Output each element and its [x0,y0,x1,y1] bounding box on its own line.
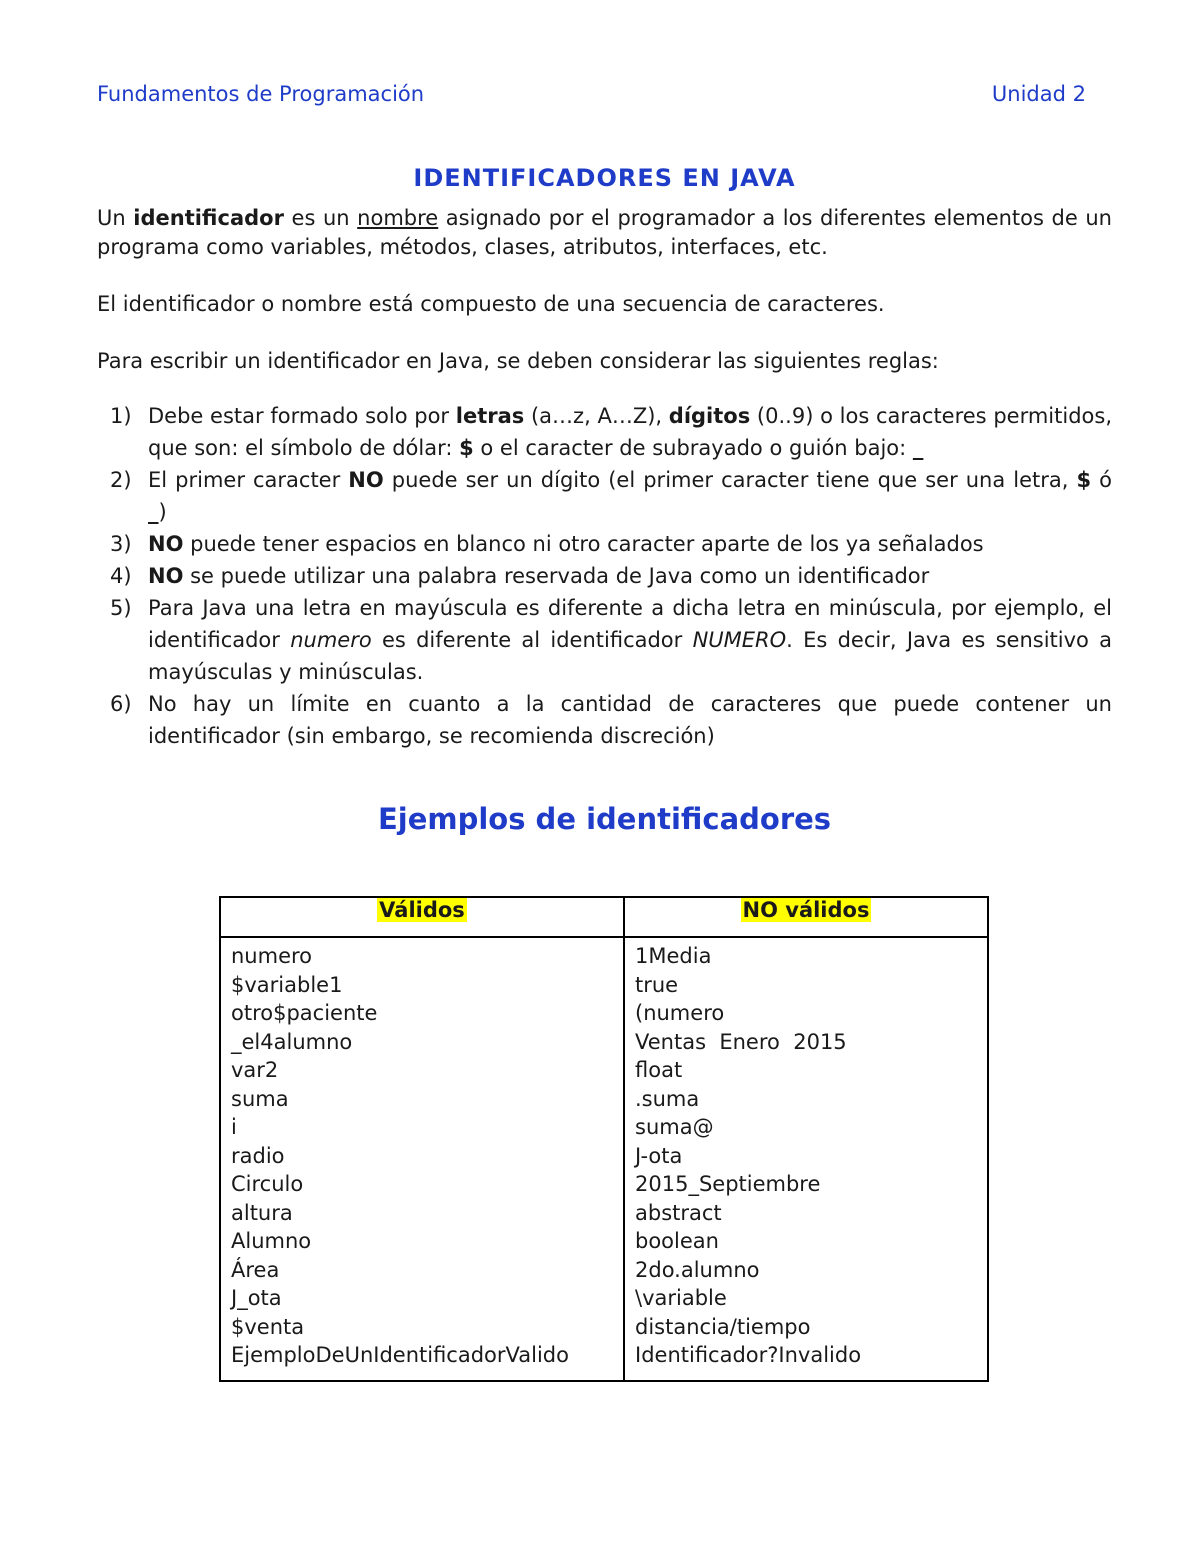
rule-text: ó [1091,468,1112,492]
intro-paragraph [97,204,1112,262]
document-title: IDENTIFICADORES EN JAVA [413,164,796,192]
table-body-row [220,937,988,1381]
valid-item: var2 [231,1058,279,1082]
valid-item: EjemploDeUnIdentificadorValido [231,1343,569,1367]
header-valid-label: Válidos [379,898,465,922]
intro-term: identificador [133,206,284,230]
rule-item [97,400,1112,464]
rule-text: (a…z, A…Z), [524,404,669,428]
rule-italic: NUMERO [692,628,787,652]
rule-number: 3) [110,532,132,556]
rule-text: No hay un límite en cuanto a la cantidad de caracteres que puede contener un identificador (sin embargo, se recomienda discreción) [148,692,1112,748]
rule-text: es diferente al identificador [371,628,693,652]
invalid-item: float [635,1058,683,1082]
composition-paragraph: El identificador o nombre está compuesto de una secuencia de caracteres. [97,292,885,316]
rule-text: o el caracter de subrayado o guión bajo: [473,436,913,460]
invalid-item: J-ota [635,1143,683,1168]
header-invalid-label: NO válidos [742,898,870,922]
rules-intro: Para escribir un identificador en Java, se deben considerar las siguientes reglas: [97,349,939,373]
invalid-item: Identificador?Invalido [635,1343,862,1367]
rule-bold: $ [459,436,474,460]
course-name: Fundamentos de Programación [97,82,425,106]
valid-identifiers-cell [220,937,624,1381]
rule-number: 5) [110,596,132,620]
rule-number: 1) [110,404,132,428]
rule-bold: NO [148,532,184,556]
rule-text: Para Java una letra en mayúscula es diferente a dicha letra en minúscula, por ejemplo, el identificador [148,596,1112,652]
rule-number: 6) [110,692,132,716]
rule-text: puede tener espacios en blanco ni otro caracter aparte de los ya señalados [183,532,984,556]
rule-text: ) [158,500,167,524]
rule-text: puede ser un dígito (el primer caracter tiene que ser una letra, [383,468,1077,492]
rule-item [97,592,1112,688]
intro-underlined: nombre [357,206,439,230]
rule-bold: dígitos [668,404,751,428]
header-invalid [624,897,988,937]
intro-text: es un [283,206,358,230]
rule-text: Debe estar formado solo por [148,404,456,428]
rule-bold: $ [1076,468,1092,492]
examples-table [219,896,989,1382]
valid-item: Alumno [231,1229,312,1253]
valid-item: radio [231,1143,285,1168]
examples-title: Ejemplos de identificadores [377,802,832,836]
valid-item: suma [231,1086,289,1111]
valid-item: J_ota [231,1286,282,1310]
invalid-item: Ventas Enero 2015 [635,1029,847,1054]
rule-bold: _ [148,500,159,524]
intro-text: Un [97,206,134,230]
rule-text: se puede utilizar una palabra reservada de Java como un identificador [183,564,930,588]
rule-text: . Es decir, Java es sensitivo a mayúsculas y minúsculas. [148,628,1113,684]
header-valid [220,897,624,937]
rule-bold: letras [455,404,525,428]
rule-text: El primer caracter [148,468,349,492]
invalid-item: (numero [635,1001,725,1025]
invalid-item: suma@ [635,1115,714,1139]
rule-bold: _ [912,436,924,460]
intro-text: asignado por el programador a los diferentes elementos de un programa como variables, métodos, clases, atributos, interfaces, etc. [97,206,1112,259]
rule-italic: numero [290,628,372,652]
valid-item: numero [231,944,313,968]
document-page [97,82,1112,836]
table-header-row [220,897,988,937]
valid-item: i [231,1115,237,1139]
unit-label: Unidad 2 [991,82,1086,106]
rules-list [97,400,1112,752]
rule-item [97,464,1112,528]
rule-bold: NO [348,468,384,492]
valid-item: otro$paciente [231,1001,378,1025]
valid-item: Área [231,1257,280,1282]
invalid-item: abstract [635,1200,722,1225]
valid-item: altura [231,1200,293,1225]
valid-item: Circulo [231,1172,304,1196]
invalid-item: .suma [635,1086,700,1111]
rule-bold: NO [148,564,184,588]
rule-item [97,688,1112,752]
rule-number: 4) [110,564,132,588]
invalid-item: true [635,972,679,997]
invalid-item: 2do.alumno [635,1257,760,1282]
invalid-item: boolean [635,1229,719,1253]
valid-item: _el4alumno [231,1029,353,1054]
invalid-item: distancia/tiempo [635,1314,811,1339]
page-header [97,82,1112,106]
invalid-item: \variable [635,1286,727,1310]
rule-item [97,528,1112,560]
invalid-identifiers-cell [624,937,988,1381]
rule-number: 2) [110,468,132,492]
rule-item [97,560,1112,592]
valid-item: $venta [231,1314,305,1339]
invalid-item: 2015_Septiembre [635,1172,821,1196]
valid-item: $variable1 [231,972,343,997]
rule-text: (0..9) o los caracteres permitidos, que son: el símbolo de dólar: [148,404,1112,460]
invalid-item: 1Media [635,944,712,968]
